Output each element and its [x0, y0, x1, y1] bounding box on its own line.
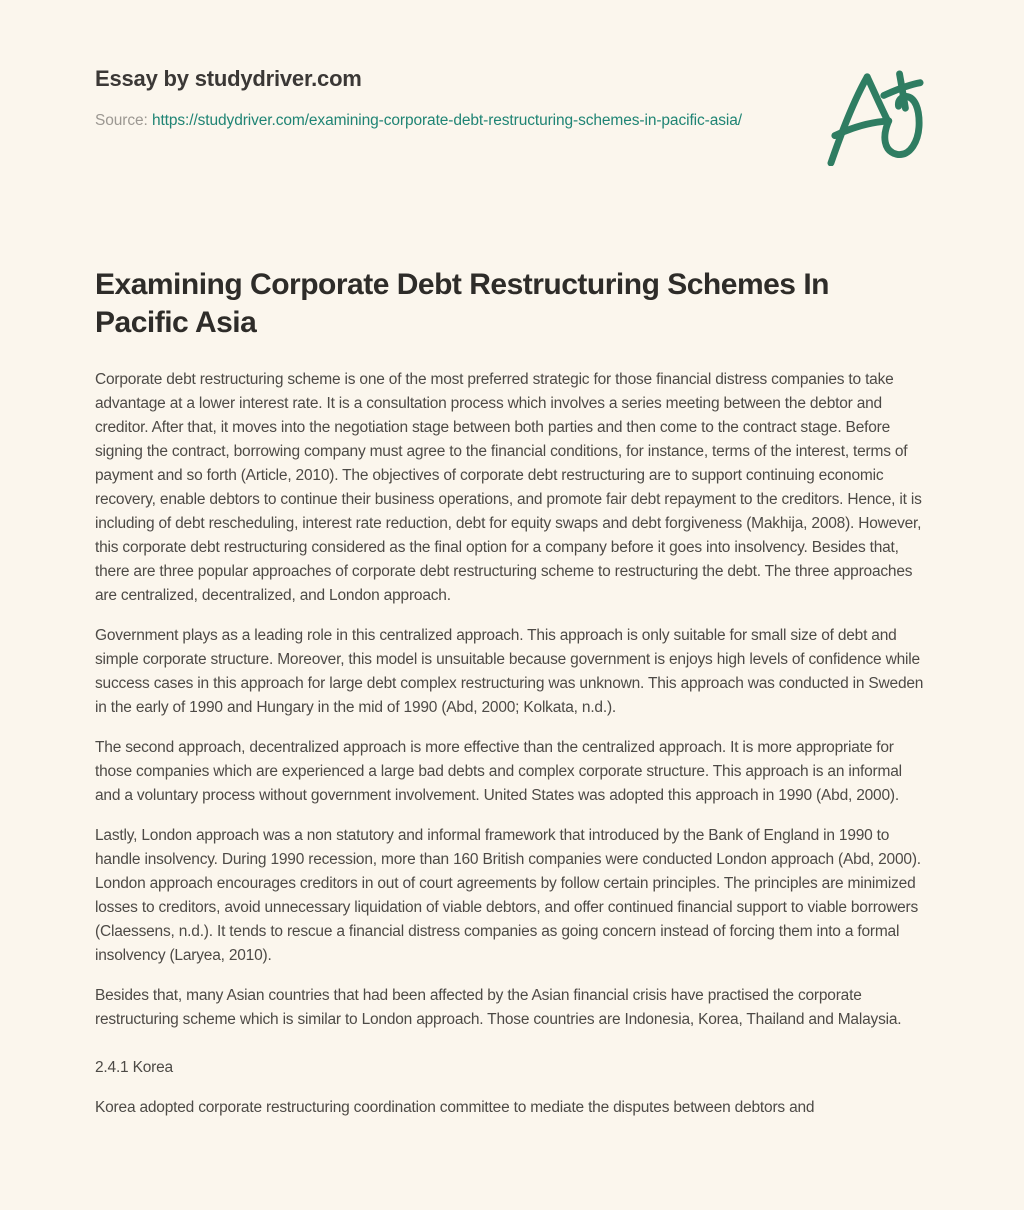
essay-title: Examining Corporate Debt Restructuring Schemes In Pacific Asia [95, 268, 829, 339]
source-label: Source: [95, 112, 148, 129]
essay-paragraphs [95, 368, 925, 1032]
site-title: Essay by studydriver.com [95, 66, 362, 91]
header-text-block [95, 66, 742, 133]
source-url-link[interactable]: https://studydriver.com/examining-corporate-debt-restructuring-schemes-in-pacific-asia/ [151, 112, 742, 129]
document-header [95, 66, 925, 166]
essay-paragraph: Lastly, London approach was a non statutory and informal framework that introduced by the Bank of England in 1990 to handle insolvency. During 1990 recession, more than 160 British companies were conducted London approach (Abd, 2000). London approach encourages creditors in out of court agreements by follow certain principles. The principles are minimized losses to creditors, avoid unnecessary liquidation of viable debtors, and offer continued financial support to viable borrowers (Claessens, n.d.). It tends to rescue a financial distress companies as going concern instead of forcing them into a formal insolvency (Laryea, 2010). [95, 827, 921, 964]
section-heading-korea: 2.4.1 Korea [95, 1059, 173, 1076]
essay-paragraph: Corporate debt restructuring scheme is one of the most preferred strategic for those financial distress companies to take advantage at a lower interest rate. It is a consultation process which involves a series meeting between the debtor and creditor. After that, it moves into the negotiation stage between both parties and then come to the contract stage. Before signing the contract, borrowing company must agree to the financial conditions, for instance, terms of the interest, terms of payment and so forth (Article, 2010). The objectives of corporate debt restructuring are to support continuing economic recovery, enable debtors to continue their business operations, and promote fair debt repayment to the creditors. Hence, it is including of debt rescheduling, interest rate reduction, debt for equity swaps and debt forgiveness (Makhija, 2008). However, this corporate debt restructuring considered as the final option for a company before it goes into insolvency. Besides that, there are three popular approaches of corporate debt restructuring scheme to restructuring the debt. The three approaches are centralized, decentralized, and London approach. [95, 371, 922, 604]
a-plus-logo-icon [827, 68, 925, 166]
source-line [95, 109, 742, 133]
essay-paragraph: Besides that, many Asian countries that had been affected by the Asian financial crisis have practised the corporate restructuring scheme which is similar to London approach. Those countries are Indonesia, Korea, Thailand and Malaysia. [95, 987, 902, 1028]
essay-paragraph: Government plays as a leading role in this centralized approach. This approach is only suitable for small size of debt and simple corporate structure. Moreover, this model is unsuitable because government is enjoys high levels of confidence while success cases in this approach for large debt complex restructuring was unknown. This approach was conducted in Sweden in the early of 1990 and Hungary in the mid of 1990 (Abd, 2000; Kolkata, n.d.). [95, 627, 924, 716]
essay-paragraph-partial: Korea adopted corporate restructuring coordination committee to mediate the disputes between debtors and [95, 1099, 815, 1116]
essay-body [95, 266, 925, 1120]
essay-paragraph: The second approach, decentralized approach is more effective than the centralized approach. It is more appropriate for those companies which are experienced a large bad debts and complex corporate structure. This approach is an informal and a voluntary process without government involvement. United States was adopted this approach in 1990 (Abd, 2000). [95, 739, 902, 804]
